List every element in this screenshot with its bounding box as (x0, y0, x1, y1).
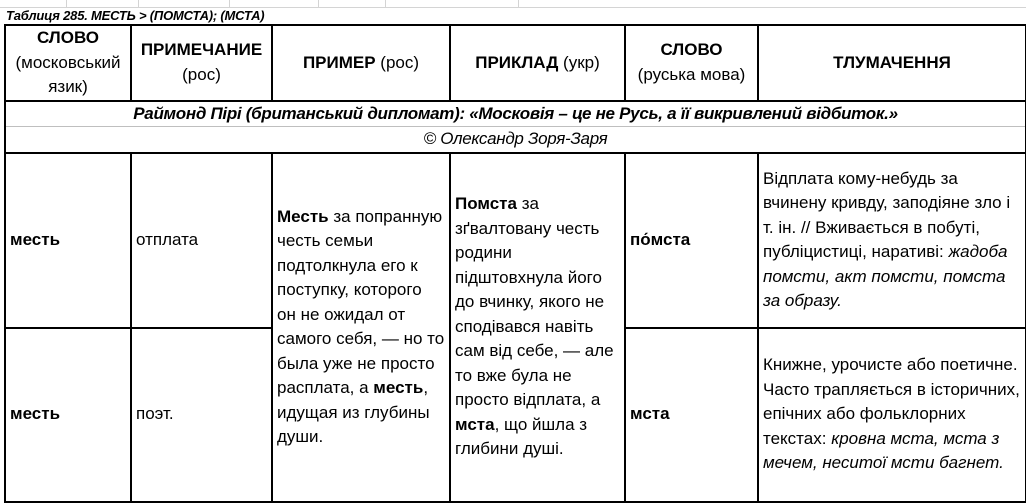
header-example-uk: ПРИКЛАД (укр) (450, 25, 625, 101)
note-ru-cell: отплата (131, 153, 272, 328)
explanation-cell: Книжне, урочисте або поетичне. Часто трапляється в історичних, епічних або фольклорних текстах: кровна мста, мста з мечем, неситої мсти багнет. (758, 328, 1026, 502)
example-uk-cell: Помста за зґвалтовану честь родини підштовхнула його до вчинку, якого не сподівався навіть сам від себе, — але то вже була не просто відплата, а мста, що йшла з глибини душі. (450, 153, 625, 502)
quote-text: Раймонд Пірі (британський дипломат): «Московія – це не Русь, а її викривлений відбиток.» (5, 101, 1026, 127)
header-example-ru: ПРИМЕР (рос) (272, 25, 450, 101)
header-note-ru: ПРИМЕЧАНИЕ (рос) (131, 25, 272, 101)
word-uk-cell: мста (625, 328, 758, 502)
explanation-cell: Відплата кому-небудь за вчинену кривду, заподіяне зло і т. ін. // Вживається в побуті, публіцистиці, наративі: жадоба помсти, акт помсти, помста за образу. (758, 153, 1026, 328)
copyright-row (5, 127, 1026, 153)
note-ru-cell: поэт. (131, 328, 272, 502)
header-word-ru: СЛОВО (московський язик) (5, 25, 131, 101)
header-word-uk: СЛОВО (руська мова) (625, 25, 758, 101)
header-explanation: ТЛУМАЧЕННЯ (758, 25, 1026, 101)
word-ru-cell: месть (5, 153, 131, 328)
header-row (5, 25, 1026, 101)
quote-row (5, 101, 1026, 127)
word-uk-cell: по́мста (625, 153, 758, 328)
table-row (5, 153, 1026, 328)
word-ru-cell: месть (5, 328, 131, 502)
example-ru-cell: Месть за попранную честь семьи подтолкнула его к поступку, которого он не ожидал от самого себя, — но то была уже не просто расплата, а месть, идущая из глубины души. (272, 153, 450, 502)
spreadsheet-gridlines (0, 0, 1026, 8)
copyright-text: © Олександр Зоря-Заря (5, 127, 1026, 153)
dictionary-table (4, 24, 1026, 503)
table-title: Таблиця 285. МЕСТЬ > (ПОМСТА); (МСТА) (6, 8, 265, 23)
